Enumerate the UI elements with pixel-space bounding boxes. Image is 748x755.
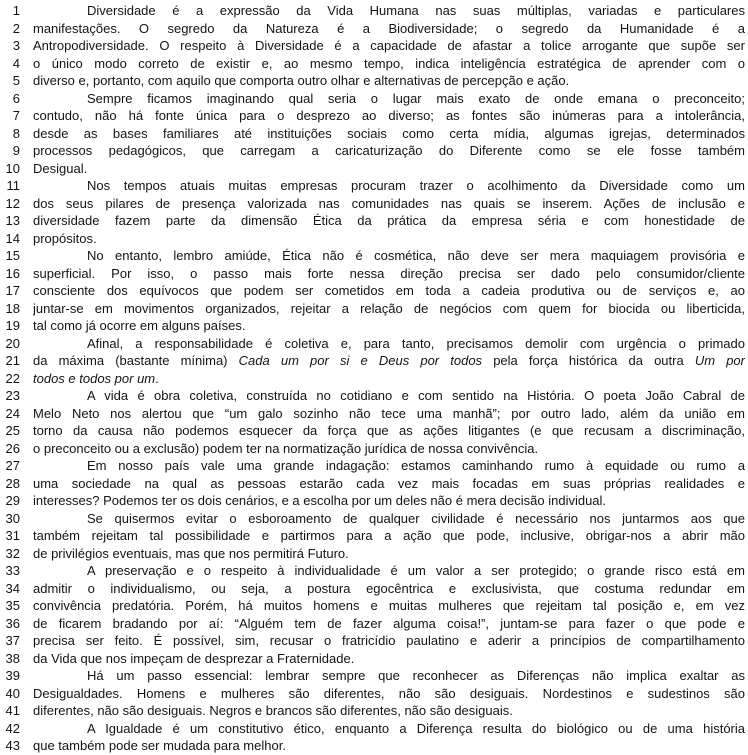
text-segment: interesses? Podemos ter os dois cenários, e a escolha por um deles não é mera decisão individual. [33, 493, 607, 508]
text-segment: A preservação e o respeito à individualidade é um valor a ser protegido; o grande risco está em [87, 563, 745, 578]
text-segment: contudo, não há fonte única para o desprezo ao diverso; as fontes são inúmeras para a intolerância, [33, 108, 745, 123]
text-segment: pela força histórica da outra [482, 353, 695, 368]
text-segment: também rejeitam tal possibilidade e partirmos para a ação que pode, inclusive, obrigar-nos a abrir mão [33, 528, 745, 543]
text-segment: Nos tempos atuais muitas empresas procuram trazer o acolhimento da Diversidade como um [87, 178, 745, 193]
line-text [33, 632, 745, 650]
text-line [0, 457, 748, 475]
line-text [33, 177, 745, 195]
line-text [33, 125, 745, 143]
line-number: 15 [5, 248, 20, 263]
line-text [33, 247, 745, 265]
line-number: 43 [5, 738, 20, 753]
text-line [0, 562, 748, 580]
text-segment: Afinal, a responsabilidade é coletiva e, para tanto, precisamos demolir com urgência o primado [87, 335, 745, 351]
line-text [33, 580, 745, 598]
italic-text-segment: todos e todos por um [33, 370, 156, 386]
text-segment: admitir o individualismo, ou seja, a postura egocêntrica e exclusivista, que costuma redundar em [33, 580, 745, 596]
line-text [33, 440, 745, 458]
line-text [33, 195, 745, 213]
text-line [0, 720, 748, 738]
text-segment: dos seus pilares de presença valorizada nas comunidades nas quais se inserem. Ações de inclusão e [33, 195, 745, 211]
line-text [33, 405, 745, 423]
text-line [0, 247, 748, 265]
line-text [33, 37, 745, 55]
text-line [0, 317, 748, 335]
text-line [0, 510, 748, 528]
text-line [0, 405, 748, 423]
text-segment: desde as bases familiares até instituições sociais como certa mídia, algumas igrejas, determinados [33, 125, 745, 141]
line-number: 33 [5, 563, 20, 578]
line-number: 17 [5, 283, 20, 298]
text-line [0, 142, 748, 160]
line-number: 23 [5, 388, 20, 403]
line-text [33, 422, 745, 440]
line-number: 41 [5, 703, 20, 718]
text-line [0, 702, 748, 720]
line-text [33, 142, 745, 160]
text-line [0, 72, 748, 90]
line-number: 24 [5, 405, 20, 421]
text-segment: manifestações. O segredo da Natureza é a Biodiversidade; o segredo da Humanidade é a [33, 20, 745, 36]
line-number: 31 [5, 528, 20, 543]
text-line [0, 20, 748, 38]
line-number: 28 [5, 475, 20, 491]
line-text [33, 265, 745, 283]
line-number: 20 [5, 335, 20, 351]
text-segment: Desigualdades. Homens e mulheres são diferentes, não são desiguais. Nordestinos e sudestinos são [33, 685, 745, 701]
line-number: 1 [12, 3, 20, 18]
text-segment: o único modo correto de existir e, ao mesmo tempo, indica inteligência estratégica de aprender com o [33, 55, 745, 71]
line-text [33, 282, 745, 300]
text-line [0, 545, 748, 563]
text-segment: Diversidade é a expressão da Vida Humana nas suas múltiplas, variadas e particulares [87, 3, 745, 18]
text-segment: torno da causa não podemos esquecer da força que as ações litigantes (e que recusam a discriminação, [33, 423, 745, 438]
text-line [0, 160, 748, 178]
text-line [0, 737, 748, 755]
italic-text-segment: Um por [694, 353, 745, 368]
line-text [33, 230, 745, 248]
line-number: 30 [5, 510, 20, 526]
line-number: 11 [6, 178, 20, 193]
line-number: 19 [5, 318, 20, 333]
text-segment: da máxima (bastante mínima) [33, 353, 239, 368]
text-segment: precisa ser feito. É possível, sim, recusar o fratricídio paulatino e aderir a princípios de compartilhamento [33, 633, 745, 648]
text-segment: que também pode ser mudada para melhor. [33, 738, 286, 753]
line-number: 32 [5, 545, 20, 561]
line-text [33, 107, 745, 125]
text-line [0, 685, 748, 703]
text-line [0, 440, 748, 458]
text-segment: juntar-se em movimentos organizados, rejeitar a relação de negócios com quem for biocida ou liberticida, [33, 300, 745, 316]
line-text [33, 650, 745, 668]
line-number: 36 [5, 615, 20, 631]
line-number: 25 [5, 423, 20, 438]
text-segment: superficial. Por isso, o passo mais forte nessa direção precisa ser dado pelo consumidor/cliente [33, 265, 745, 281]
text-line [0, 387, 748, 405]
line-number: 42 [5, 720, 20, 736]
line-number: 38 [5, 650, 20, 666]
text-segment: diversidade fazem parte da dimensão Ética da prática da empresa séria e com honestidade de [33, 213, 745, 228]
text-segment: uma sociedade na qual as pessoas estarão cada vez mais focadas em suas próprias realidades e [33, 475, 745, 491]
text-segment: Melo Neto nos alertou que “um galo sozinho não tece uma manhã”; por outro lado, além da união em [33, 405, 745, 421]
text-segment: tal como já ocorre em alguns países. [33, 318, 246, 333]
text-segment: diferentes, não são desiguais. Negros e brancos são diferentes, não são desiguais. [33, 703, 513, 718]
line-number: 12 [5, 195, 20, 211]
text-line [0, 335, 748, 353]
text-line [0, 475, 748, 493]
text-line [0, 632, 748, 650]
line-number: 2 [12, 20, 20, 36]
text-line [0, 37, 748, 55]
text-line [0, 2, 748, 20]
text-segment: Há um passo essencial: lembrar sempre que reconhecer as Diferenças não implica exaltar as [87, 668, 745, 683]
text-segment: . [155, 370, 159, 386]
text-segment: processos pedagógicos, que carregam a caricaturização do Diferente como se ele fosse também [33, 143, 745, 158]
text-segment: da Vida que nos impeçam de desprezar a Fraternidade. [33, 650, 355, 666]
text-line [0, 650, 748, 668]
line-text [33, 667, 745, 685]
text-segment: diverso e, portanto, com aquilo que comporta outro olhar e alternativas de percepção e ação. [33, 73, 570, 88]
text-segment: A Igualdade é um constitutivo ético, enquanto a Diferença resulta do biológico ou de uma história [87, 720, 745, 736]
line-text [33, 300, 745, 318]
line-text [33, 720, 745, 738]
text-segment: o preconceito ou a exclusão) podem ter na normatização jurídica de nossa convivência. [33, 440, 539, 456]
text-line [0, 492, 748, 510]
line-number: 16 [5, 265, 20, 281]
line-number: 3 [12, 38, 20, 53]
line-text [33, 352, 745, 370]
line-text [33, 20, 745, 38]
line-number: 18 [5, 300, 20, 316]
line-number: 6 [12, 90, 20, 106]
line-number: 29 [5, 493, 20, 508]
line-text [33, 475, 745, 493]
text-line [0, 177, 748, 195]
line-number: 5 [12, 73, 20, 88]
line-number: 4 [12, 55, 20, 71]
line-text [33, 317, 745, 335]
text-segment: Desigual. [33, 160, 88, 176]
text-segment: Antropodiversidade. O respeito à Diversidade é a capacidade de afastar a tolice arrogante que supõe ser [33, 38, 745, 53]
text-line [0, 615, 748, 633]
line-number: 37 [5, 633, 20, 648]
line-text [33, 597, 745, 615]
text-line [0, 230, 748, 248]
line-number: 14 [5, 230, 20, 246]
text-line [0, 195, 748, 213]
line-text [33, 492, 745, 510]
text-segment: de ficarem bradando por aí: “Alguém tem de fazer alguma coisa!”, juntam-se para fazer o que pode e [33, 615, 745, 631]
text-segment: Se quisermos evitar o esboroamento de qualquer civilidade é necessário nos juntarmos aos que [87, 510, 745, 526]
line-number: 35 [5, 598, 20, 613]
line-number: 10 [5, 160, 20, 176]
line-text [33, 562, 745, 580]
line-number: 9 [12, 143, 20, 158]
line-number: 22 [5, 370, 20, 386]
text-line [0, 580, 748, 598]
line-text [33, 90, 745, 108]
text-segment: propósitos. [33, 230, 97, 246]
text-line [0, 422, 748, 440]
line-text [33, 527, 745, 545]
line-number: 26 [5, 440, 20, 456]
text-line [0, 107, 748, 125]
text-segment: A vida é obra coletiva, construída no cotidiano e com sentido na História. O poeta João Cabral de [87, 388, 745, 403]
text-segment: Sempre ficamos imaginando qual seria o lugar mais exato de onde emana o preconceito; [87, 90, 745, 106]
text-segment: de privilégios eventuais, mas que nos permitirá Futuro. [33, 545, 349, 561]
line-number: 21 [5, 353, 20, 368]
text-line [0, 55, 748, 73]
line-number: 13 [5, 213, 20, 228]
line-text [33, 55, 745, 73]
text-line [0, 90, 748, 108]
line-text [33, 737, 745, 755]
line-number: 40 [5, 685, 20, 701]
line-text [33, 685, 745, 703]
line-text [33, 615, 745, 633]
line-text [33, 160, 745, 178]
text-segment: Em nosso país vale uma grande indagação: estamos caminhando rumo à equidade ou rumo a [87, 458, 745, 473]
line-text [33, 545, 745, 563]
text-line [0, 282, 748, 300]
text-line [0, 125, 748, 143]
text-segment: consciente dos equívocos que podem ser cometidos em toda a cadeia produtiva ou de serviços e, ao [33, 283, 745, 298]
text-segment: No entanto, lembro amiúde, Ética não é cosmética, não deve ser mera maquiagem provisória e [87, 248, 745, 263]
line-text [33, 702, 745, 720]
line-text [33, 457, 745, 475]
line-text [33, 510, 745, 528]
italic-text-segment: Cada um por si e Deus por todos [238, 353, 483, 368]
text-line [0, 265, 748, 283]
line-number: 34 [5, 580, 20, 596]
text-line [0, 597, 748, 615]
line-number: 39 [5, 668, 20, 683]
line-text [33, 212, 745, 230]
text-segment: convivência predatória. Porém, há muitos homens e muitas mulheres que rejeitam tal posição e, em vez [33, 598, 745, 613]
line-text [33, 335, 745, 353]
text-line [0, 352, 748, 370]
line-number: 8 [12, 125, 20, 141]
text-line [0, 300, 748, 318]
text-line [0, 370, 748, 388]
line-text [33, 387, 745, 405]
text-line [0, 667, 748, 685]
line-text [33, 370, 745, 388]
line-number: 7 [12, 108, 20, 123]
text-line [0, 527, 748, 545]
line-text [33, 2, 745, 20]
text-line [0, 212, 748, 230]
line-text [33, 72, 745, 90]
line-number: 27 [5, 458, 20, 473]
